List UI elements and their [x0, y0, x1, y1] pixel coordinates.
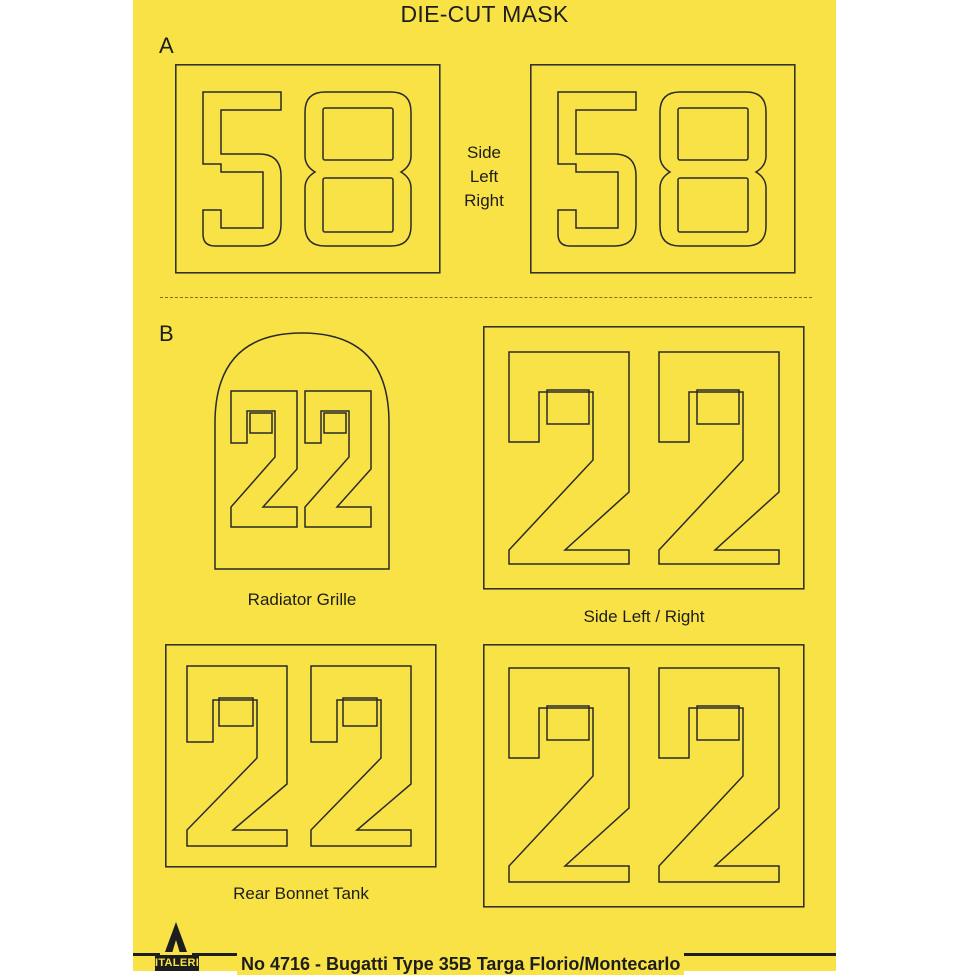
section-b-label: B	[159, 321, 174, 346]
caption-side-a-line3: Right	[464, 191, 504, 210]
caption-side-b: Side Left / Right	[583, 607, 705, 626]
product-title: No 4716 - Bugatti Type 35B Targa Florio/Montecarlo	[237, 953, 684, 975]
mask-sheet	[133, 0, 836, 974]
caption-radiator-grille: Radiator Grille	[247, 590, 357, 609]
mask-22-large	[483, 644, 805, 908]
mask-radiator-grille	[213, 331, 391, 571]
caption-side-a-line2: Left	[469, 167, 499, 186]
mask-22-side	[483, 326, 805, 590]
section-a-label: A	[159, 33, 174, 58]
section-divider	[160, 297, 812, 298]
caption-side-a-line1: Side	[466, 143, 502, 162]
brand-logo-text: ITALERI	[155, 957, 200, 969]
mask-58-right	[530, 64, 796, 274]
mask-58-left	[175, 64, 441, 274]
sheet-title: DIE-CUT MASK	[400, 1, 569, 27]
mask-rear-bonnet-tank	[165, 644, 437, 868]
caption-rear-bonnet-tank: Rear Bonnet Tank	[233, 884, 369, 903]
